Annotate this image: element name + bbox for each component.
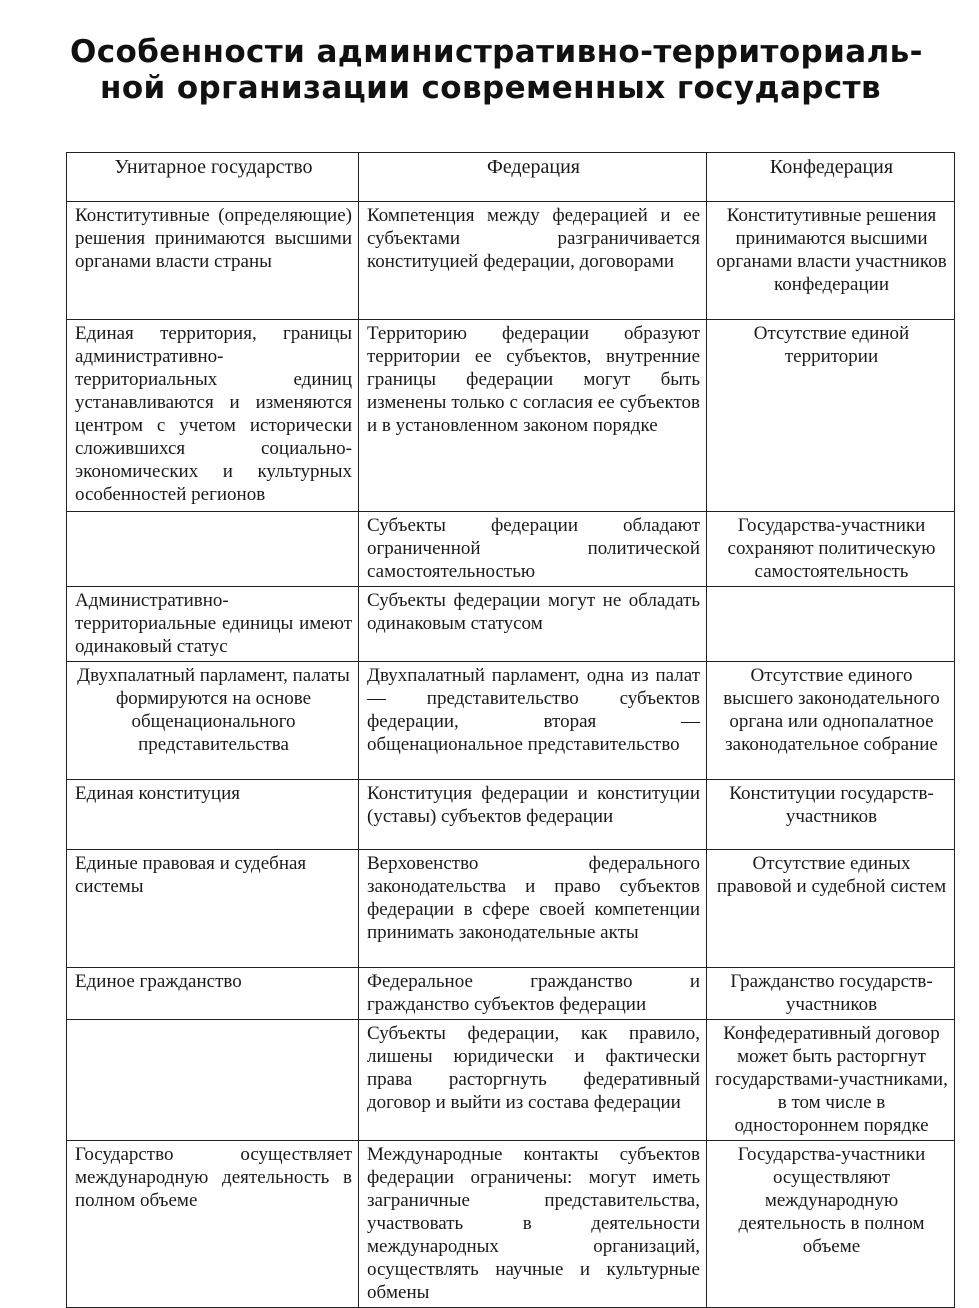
cell-unitary: Единые правовая и судебная системы	[67, 850, 359, 968]
table-row	[67, 1020, 955, 1141]
table-header-row	[67, 153, 955, 202]
header-confederation: Конфедерация	[707, 153, 955, 202]
cell-unitary: Единая территория, границы административно-территориальных единиц устанавливаются и изменяются центром с учетом исторически сложившихся социально-экономических и культурных особенностей регионов	[67, 320, 359, 512]
cell-unitary	[67, 1020, 359, 1141]
cell-unitary: Двухпалатный парламент, палаты формируются на основе общенационального представительства	[67, 662, 359, 780]
cell-unitary: Административно-территориальные единицы имеют одинаковый статус	[67, 587, 359, 662]
cell-federation: Конституция федерации и конституции (уставы) субъектов федерации	[359, 780, 707, 850]
table-row	[67, 1141, 955, 1308]
cell-confederation: Конститутивные решения принимаются высшими органами власти участников конфедерации	[707, 202, 955, 320]
table-row	[67, 968, 955, 1020]
cell-confederation: Конфедеративный договор может быть расторгнут государствами-участниками, в том числе в одностороннем порядке	[707, 1020, 955, 1141]
table-row	[67, 850, 955, 968]
cell-federation: Федеральное гражданство и гражданство субъектов федерации	[359, 968, 707, 1020]
cell-confederation: Отсутствие единой территории	[707, 320, 955, 512]
cell-confederation: Государства-участники осуществляют международную деятельность в полном объеме	[707, 1141, 955, 1308]
page-title-line-2: ной организации современных государств	[100, 70, 882, 106]
cell-unitary: Конститутивные (определяющие) решения принимаются высшими органами власти страны	[67, 202, 359, 320]
comparison-table	[66, 152, 955, 1308]
cell-confederation: Конституции государств-участников	[707, 780, 955, 850]
cell-federation: Субъекты федерации могут не обладать одинаковым статусом	[359, 587, 707, 662]
table-row	[67, 780, 955, 850]
cell-unitary: Государство осуществляет международную деятельность в полном объеме	[67, 1141, 359, 1308]
table-row	[67, 512, 955, 587]
cell-unitary: Единое гражданство	[67, 968, 359, 1020]
header-federation: Федерация	[359, 153, 707, 202]
page-title-line-1: Особенности административно-территориаль-	[70, 34, 923, 70]
cell-confederation: Гражданство государств-участников	[707, 968, 955, 1020]
cell-federation: Территорию федерации образуют территории ее субъектов, внутренние границы федерации могут быть изменены только с согласия ее субъектов и в установленном законом порядке	[359, 320, 707, 512]
cell-confederation: Отсутствие единых правовой и судебной систем	[707, 850, 955, 968]
cell-federation: Верховенство федерального законодательства и право субъектов федерации в сфере своей компетенции принимать законодательные акты	[359, 850, 707, 968]
cell-unitary: Единая конституция	[67, 780, 359, 850]
table-row	[67, 202, 955, 320]
cell-federation: Международные контакты субъектов федерации ограничены: могут иметь заграничные представительства, участвовать в деятельности международных организаций, осуществлять научные и культурные обмены	[359, 1141, 707, 1308]
page-title	[60, 34, 940, 106]
cell-confederation: Государства-участники сохраняют политическую самостоятельность	[707, 512, 955, 587]
cell-federation: Компетенция между федерацией и ее субъектами разграничивается конституцией федерации, договорами	[359, 202, 707, 320]
table-row	[67, 320, 955, 512]
cell-unitary	[67, 512, 359, 587]
header-unitary: Унитарное государство	[67, 153, 359, 202]
cell-confederation	[707, 587, 955, 662]
cell-confederation: Отсутствие единого высшего законодательного органа или однопалатное законодательное собрание	[707, 662, 955, 780]
cell-federation: Субъекты федерации, как правило, лишены юридически и фактически права расторгнуть федеративный договор и выйти из состава федерации	[359, 1020, 707, 1141]
table-row	[67, 662, 955, 780]
cell-federation: Двухпалатный парламент, одна из палат — представительство субъектов федерации, вторая — общенациональное представительство	[359, 662, 707, 780]
table-row	[67, 587, 955, 662]
cell-federation: Субъекты федерации обладают ограниченной политической самостоятельностью	[359, 512, 707, 587]
